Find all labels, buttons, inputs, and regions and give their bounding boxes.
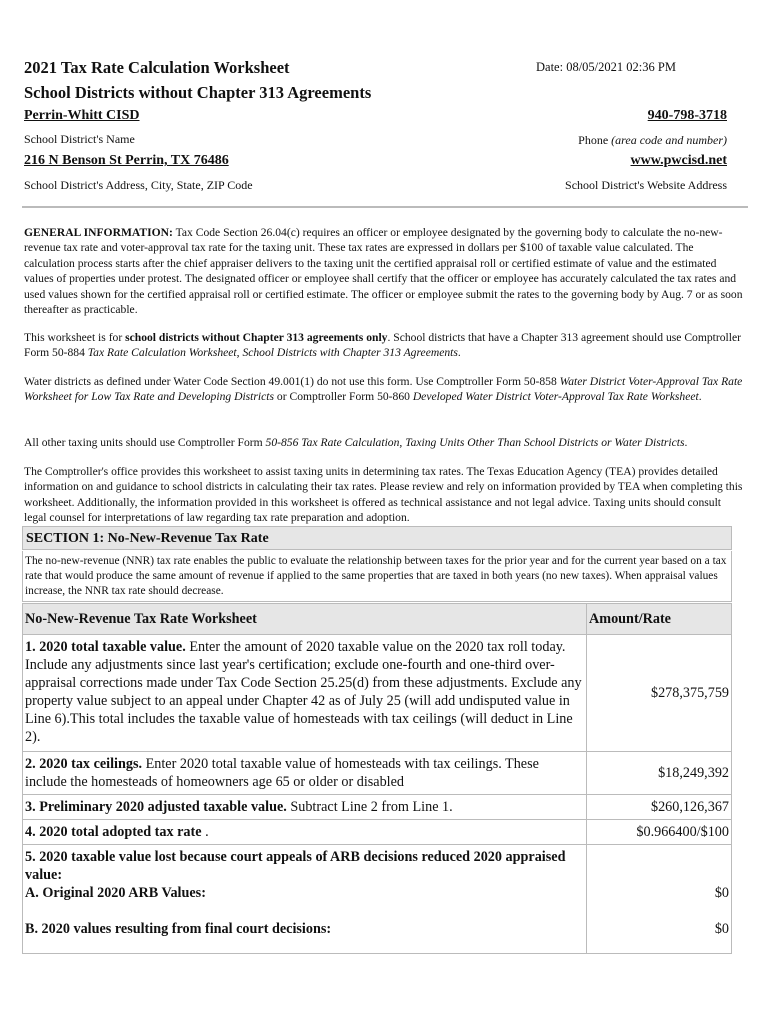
other-units-text-a: All other taxing units should use Comptroller Form	[24, 436, 266, 449]
table-row	[23, 820, 732, 845]
comptroller-paragraph: The Comptroller's office provides this worksheet to assist taxing units in determining tax rates. The Texas Education Agency (TEA) provides detailed information on and guidance to school districts in calculating their tax rates. Please review and rely on information provided by TEA when completing this worksheet. Additionally, the information provided in this worksheet is offered as technical assistance and not legal advice. Taxing units should consult legal counsel for interpretations of law regarding tax rate preparation and adoption.	[24, 465, 743, 525]
table-row	[23, 795, 732, 820]
row-1-label: 1. 2020 total taxable value.	[25, 639, 186, 655]
applicability-paragraph	[24, 330, 746, 361]
applicability-bold: school districts without Chapter 313 agreements only	[125, 331, 388, 344]
address-label: School District's Address, City, State, ZIP Code	[24, 178, 253, 192]
table-header-amount: Amount/Rate	[587, 604, 732, 635]
row-1-description	[23, 635, 587, 752]
website-value: www.pwcisd.net	[630, 153, 727, 168]
header-divider	[22, 206, 748, 208]
row-4-amount: $0.966400/$100	[587, 820, 732, 845]
district-name-value: Perrin-Whitt CISD	[24, 108, 140, 123]
table-row	[23, 752, 732, 795]
water-text-b: or Comptroller Form 50-860	[274, 390, 413, 404]
row-5-amounts	[587, 845, 732, 954]
section-1-heading: SECTION 1: No-New-Revenue Tax Rate	[22, 526, 732, 550]
applicability-text-a: This worksheet is for	[24, 331, 126, 344]
row-5-description	[23, 845, 587, 954]
row-2-label: 2. 2020 tax ceilings.	[25, 756, 143, 772]
other-units-form-name: 50-856 Tax Rate Calculation, Taxing Units Other Than School Districts or Water Districts	[265, 436, 685, 449]
table-row	[23, 845, 732, 954]
row-4-text: .	[201, 824, 209, 840]
general-information-text: Tax Code Section 26.04(c) requires an officer or employee designated by the governing body to calculate the no-new-revenue tax rate and voter-approval tax rate for the taxing unit. These tax rates are expressed in dollars per $100 of taxable value calculated. The calculation process starts after the chief appraiser delivers to the taxing unit the certified appraisal roll or certified estimate of value and the estimated values of properties under protest. The designated officer or employee shall certify that the officer or employee has accurately calculated the tax rates and used values shown for the certified appraisal roll or certified estimate. The officer or employee submit the rates to the governing body by Aug. 7 or as soon thereafter as practicable.	[24, 226, 743, 317]
row-3-label: 3. Preliminary 2020 adjusted taxable value.	[25, 799, 287, 815]
table-header-row	[23, 604, 732, 635]
row-3-description	[23, 795, 587, 820]
row-4-label: 4. 2020 total adopted tax rate	[25, 824, 202, 840]
water-text-a: Water districts as defined under Water Code Section 49.001(1) do not use this form. Use Comptroller Form 50-858	[24, 375, 560, 388]
section-1-description: The no-new-revenue (NNR) tax rate enables the public to evaluate the relationship between taxes for the prior year and for the current year based on a tax rate that would produce the same amount of revenue if applied to the same properties that are taxed in both years (no new taxes). When appraisal values increase, the NNR tax rate should decrease.	[22, 551, 732, 602]
row-3-text: Subtract Line 2 from Line 1.	[286, 799, 453, 815]
water-districts-paragraph	[24, 374, 746, 405]
other-units-text-b: .	[684, 436, 688, 449]
row-5-a-amount: $0	[714, 885, 729, 901]
phone-label	[578, 133, 727, 148]
row-5-spacer	[25, 902, 584, 920]
row-1-text: Enter the amount of 2020 taxable value on the 2020 tax roll today. Include any adjustments since last year's certification; exclude one-fourth and one-third over-appraisal corrections made under Tax Code Section 25.25(d) from these adjustments. Exclude any property value subject to an appeal under Chapter 42 as of July 25 (will add undisputed value in Line 6).This total includes the taxable value of homesteads with tax ceilings (will deduct in Line 2).	[25, 639, 582, 745]
row-3-amount: $260,126,367	[587, 795, 732, 820]
website-label: School District's Website Address	[565, 178, 727, 192]
page-subtitle: School Districts without Chapter 313 Agreements	[24, 83, 372, 102]
page-title: 2021 Tax Rate Calculation Worksheet	[24, 58, 290, 77]
nnr-worksheet-table	[22, 603, 732, 954]
phone-value: 940-798-3718	[647, 108, 727, 123]
general-information-heading: GENERAL INFORMATION:	[24, 226, 173, 239]
row-5-amount-spacer	[589, 902, 729, 920]
address-value: 216 N Benson St Perrin, TX 76486	[24, 153, 229, 168]
row-2-description	[23, 752, 587, 795]
water-form-name-2: Developed Water District Voter-Approval Tax Rate Worksheet	[412, 390, 699, 404]
row-5-b-amount: $0	[714, 921, 729, 937]
general-information-paragraph	[24, 225, 746, 317]
water-text-c: .	[698, 390, 702, 404]
row-2-text: Enter 2020 total taxable value of homesteads with tax ceilings. These include the homesteads of homeowners age 65 or older or disabled	[25, 756, 539, 790]
phone-label-text: Phone	[578, 133, 609, 147]
table-header-description: No-New-Revenue Tax Rate Worksheet	[23, 604, 587, 635]
row-5-a-label: A. Original 2020 ARB Values:	[25, 885, 206, 901]
row-1-amount: $278,375,759	[587, 635, 732, 752]
applicability-form-name: Tax Rate Calculation Worksheet, School Districts with Chapter 313 Agreements	[87, 346, 458, 360]
row-5-heading: 5. 2020 taxable value lost because court appeals of ARB decisions reduced 2020 appraised value:	[25, 849, 566, 883]
phone-label-hint: (area code and number)	[611, 133, 727, 147]
water-form-name-1: Water District Voter-Approval Tax Rate Worksheet for Low Tax Rate and Developing Districts	[24, 375, 743, 404]
row-2-amount: $18,249,392	[587, 752, 732, 795]
row-4-description	[23, 820, 587, 845]
date-stamp: Date: 08/05/2021 02:36 PM	[536, 60, 676, 74]
other-units-paragraph	[24, 435, 746, 450]
district-name-label: School District's Name	[24, 132, 135, 146]
table-row	[23, 635, 732, 752]
applicability-text-b: . School districts that have a Chapter 313 agreement should use Comptroller Form 50-884	[24, 331, 741, 360]
row-5-b-label: B. 2020 values resulting from final court decisions:	[25, 921, 332, 937]
applicability-text-c: .	[457, 346, 461, 360]
